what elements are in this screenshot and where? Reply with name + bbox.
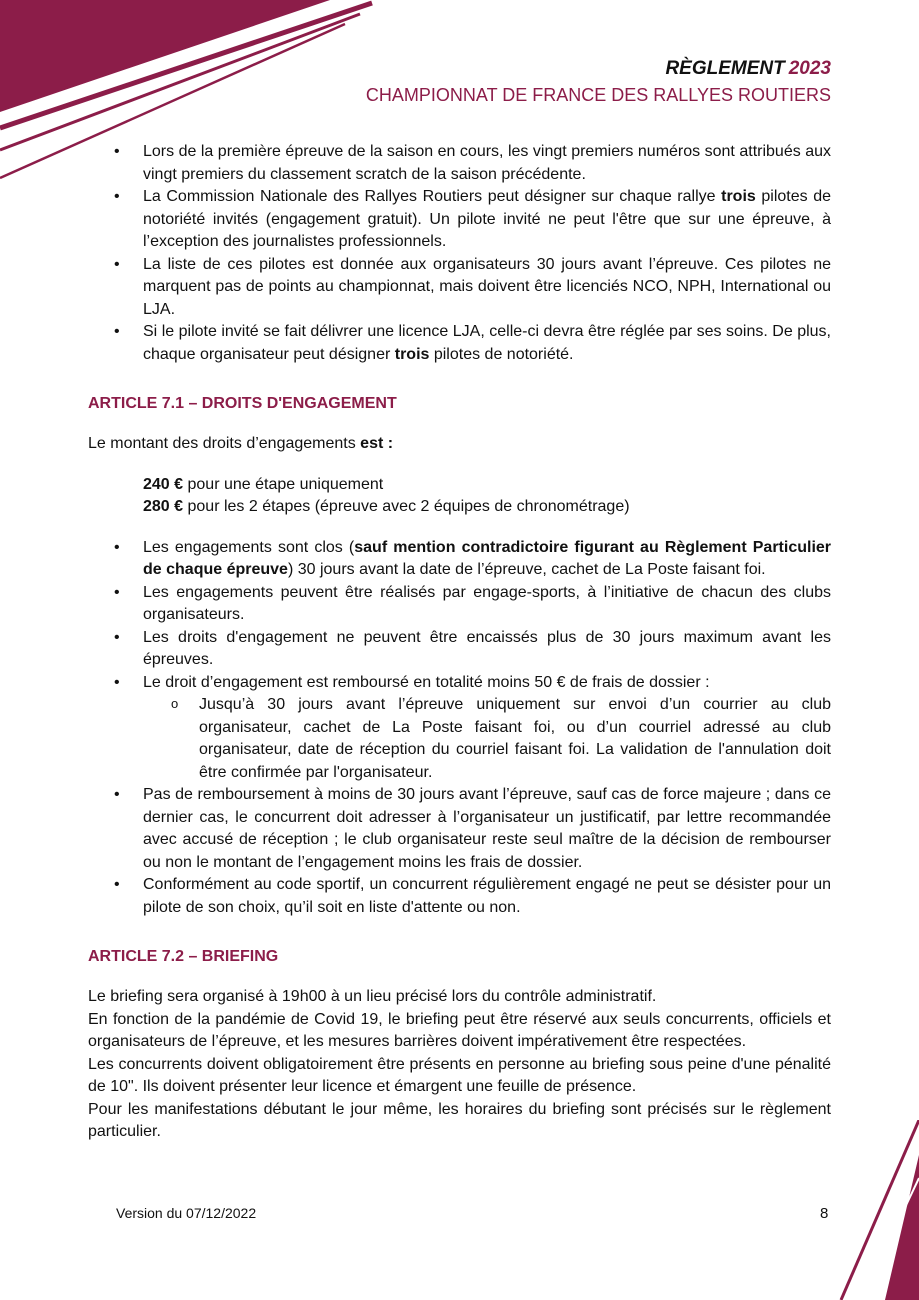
bold-text: trois xyxy=(721,188,756,205)
refund-sub-list xyxy=(143,694,831,784)
bold-text: sauf mention contradictoire figurant au Règlement Particulier de chaque épreuve xyxy=(143,538,832,578)
text: pilotes de notoriété invités (engagement gratuit). Un pilote invité ne peut l'être que sur une épreuve, à l’exception des journalistes professionnels. xyxy=(143,188,832,250)
briefing-paragraph: En fonction de la pandémie de Covid 19, le briefing peut être réservé aux seuls concurrents, officiels et organisateurs de l’épreuve, et les mesures barrières doivent impérativement être respectées. xyxy=(88,1010,831,1050)
article-7-1-heading: ARTICLE 7.1 – DROITS D'ENGAGEMENT xyxy=(88,395,397,412)
text: Le droit d’engagement est remboursé en totalité moins 50 € de frais de dossier : xyxy=(143,673,710,691)
intro-bullet-list xyxy=(88,141,831,366)
text: pour les 2 étapes (épreuve avec 2 équipes de chronométrage) xyxy=(183,498,630,515)
list-item xyxy=(88,537,831,582)
fee-amounts xyxy=(88,474,831,519)
text: Le montant des droits d’engagements xyxy=(88,435,361,452)
document-title xyxy=(366,56,831,82)
list-item: • Les droits d'engagement ne peuvent être encaissés plus de 30 jours maximum avant les épreuves. xyxy=(88,627,831,672)
text: Les engagements sont clos ( xyxy=(143,538,355,556)
text: ) 30 jours avant la date de l’épreuve, cachet de La Poste faisant foi. xyxy=(287,561,766,578)
fee-amount-two-stages xyxy=(143,496,831,519)
footer-corner-decoration xyxy=(839,1120,919,1300)
list-item xyxy=(88,186,831,254)
text: Si le pilote invité se fait délivrer une licence LJA, celle-ci devra être réglée par ses soins. De plus, chaque organisateur peut désigner xyxy=(143,323,831,363)
briefing-paragraph: Pour les manifestations débutant le jour même, les horaires du briefing sont précisés sur le règlement particulier. xyxy=(88,1100,831,1140)
text: pour une étape uniquement xyxy=(183,475,384,493)
article-7-1-bullet-list xyxy=(88,537,831,920)
document-body xyxy=(88,141,831,1144)
list-item xyxy=(88,672,831,785)
document-header xyxy=(366,56,831,108)
list-item: • Conformément au code sportif, un concurrent régulièrement engagé ne peut se désister pour un pilote de son choix, qu’il soit en liste d'attente ou non. xyxy=(88,874,831,919)
briefing-paragraph: Les concurrents doivent obligatoirement être présents en personne au briefing sous peine d'une pénalité de 10". Ils doivent présenter leur licence et émargent une feuille de présence. xyxy=(88,1055,831,1095)
list-item xyxy=(88,321,831,366)
briefing-paragraph: Le briefing sera organisé à 19h00 à un lieu précisé lors du contrôle administratif. xyxy=(88,988,657,1005)
list-item: • Lors de la première épreuve de la saison en cours, les vingt premiers numéros sont attribués aux vingt premiers du classement scratch de la saison précédente. xyxy=(88,141,831,186)
fee-amount-one-stage xyxy=(143,474,831,497)
text: La Commission Nationale des Rallyes Routiers peut désigner sur chaque rallye xyxy=(143,188,722,205)
bold-text: 280 € xyxy=(143,498,184,515)
title-year: 2023 xyxy=(788,58,831,79)
version-label: Version du 07/12/2022 xyxy=(116,1205,257,1221)
list-item: • Les engagements peuvent être réalisés par engage-sports, à l’initiative de chacun des clubs organisateurs. xyxy=(88,582,831,627)
document-subtitle: CHAMPIONNAT DE FRANCE DES RALLYES ROUTIERS xyxy=(365,85,831,105)
sub-list-item: o Jusqu’à 30 jours avant l’épreuve uniquement sur envoi d’un courrier au club organisateur, cachet de La Poste faisant foi, ou d’un courriel adressé au club organisateur, date de réception du courriel faisant foi. La validation de l'annulation doit être confirmée par l'organisateur. xyxy=(143,694,831,784)
text: pilotes de notoriété. xyxy=(429,345,574,363)
page-number: 8 xyxy=(820,1205,829,1222)
article-7-2-heading: ARTICLE 7.2 – BRIEFING xyxy=(88,948,279,965)
list-item: • La liste de ces pilotes est donnée aux organisateurs 30 jours avant l’épreuve. Ces pilotes ne marquent pas de points au championnat, mais doivent être licenciés NCO, NPH, International ou LJA. xyxy=(88,254,831,322)
bold-text: trois xyxy=(394,345,430,363)
article-7-1-intro xyxy=(88,433,831,456)
title-text: RÈGLEMENT xyxy=(665,58,785,79)
bold-text: est : xyxy=(360,435,394,452)
list-item: • Pas de remboursement à moins de 30 jours avant l’épreuve, sauf cas de force majeure ; dans ce dernier cas, le concurrent doit adresser à l’organisateur un justificatif, par lettre recommandée avec accusé de réception ; le club organisateur reste seul maître de la décision de rembourser ou non le montant de l’engagement moins les frais de dossier. xyxy=(88,784,831,874)
bold-text: 240 € xyxy=(143,475,184,493)
